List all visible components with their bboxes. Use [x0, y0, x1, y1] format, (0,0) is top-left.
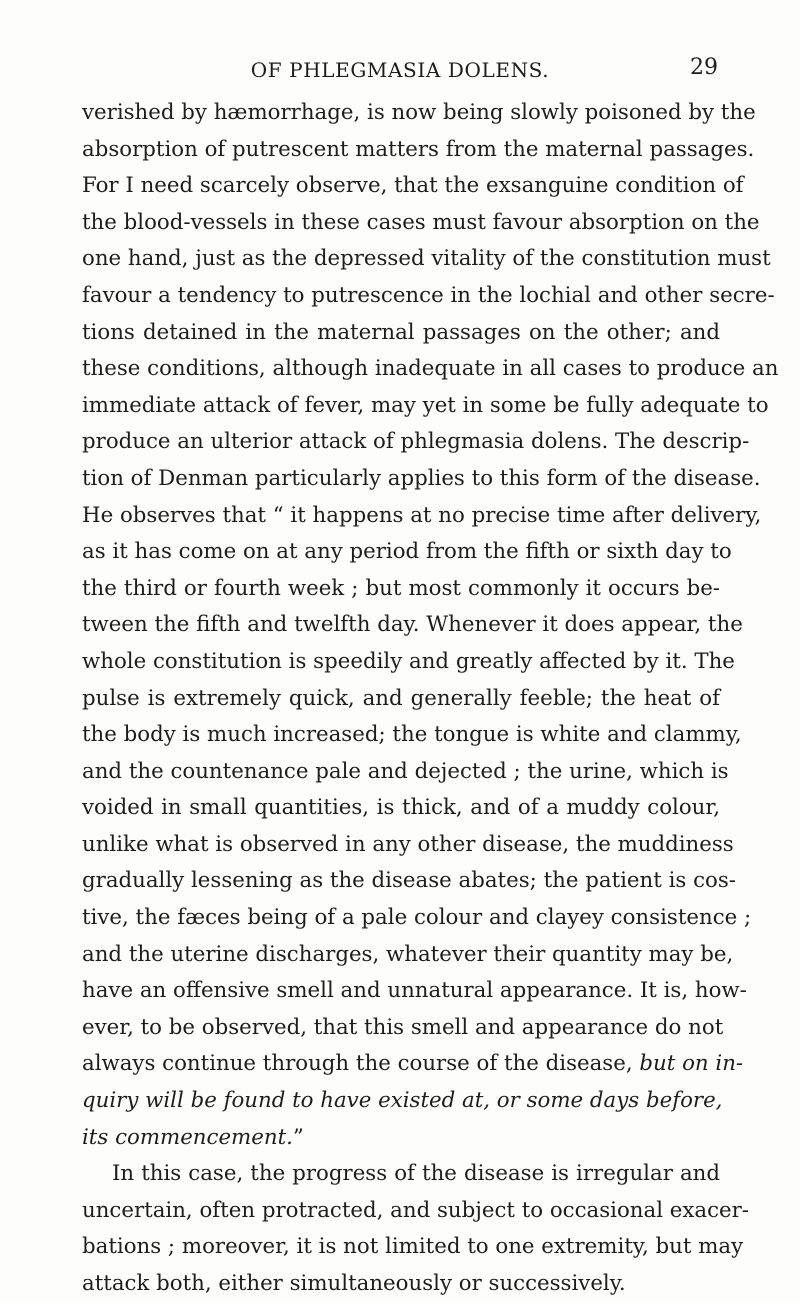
text-line: and the countenance pale and dejected ; the urine, which is — [82, 758, 729, 784]
italic-segment: but on in- — [632, 1051, 744, 1077]
text-line: attack both, either simultaneously or successively. — [82, 1271, 626, 1296]
running-head: OF PHLEGMASIA DOLENS. — [250, 58, 550, 82]
text-line: bations ; moreover, it is not limited to one extremity, but may — [82, 1234, 744, 1260]
text-line: unlike what is observed in any other disease, the muddiness — [82, 831, 734, 857]
italic-line — [82, 1120, 720, 1157]
text-line: absorption of putrescent matters from the maternal passages. — [82, 136, 755, 162]
text-line: one hand, just as the depressed vitality of the constitution must — [82, 246, 771, 272]
text-line: the blood-vessels in these cases must favour absorption on the — [82, 209, 760, 235]
text-segment: always continue through the course of the disease, — [82, 1051, 633, 1077]
text-line: tween the fifth and twelfth day. Whenever it does appear, the — [82, 612, 743, 638]
page-number: 29 — [690, 55, 718, 80]
text-line: He observes that “ it happens at no precise time after delivery, — [82, 502, 762, 528]
text-line: gradually lessening as the disease abates; the patient is cos- — [82, 868, 736, 894]
italic-segment: its commencement. — [82, 1124, 293, 1150]
body-text — [82, 95, 779, 1303]
text-line: tions detained in the maternal passages on the other; and — [82, 319, 720, 345]
text-line: as it has come on at any period from the fifth or sixth day to — [82, 539, 732, 565]
text-line: uncertain, often protracted, and subject to occasional exacer- — [82, 1197, 750, 1223]
text-line: whole constitution is speedily and greatly affected by it. The — [82, 648, 735, 674]
text-line: tion of Denman particularly applies to this form of the disease. — [82, 465, 761, 491]
text-line: the third or fourth week ; but most commonly it occurs be- — [82, 575, 720, 601]
text-line: these conditions, although inadequate in all cases to produce an — [82, 356, 779, 382]
text-line: ever, to be observed, that this smell and appearance do not — [82, 1014, 724, 1040]
closing-quote: ” — [292, 1124, 304, 1150]
text-line: produce an ulterior attack of phlegmasia dolens. The descrip- — [82, 429, 750, 455]
text-line: tive, the fæces being of a pale colour and clayey consistence ; — [82, 905, 752, 931]
text-line: the body is much increased; the tongue is white and clammy, — [82, 722, 742, 748]
text-line: voided in small quantities, is thick, and of a muddy colour, — [82, 795, 720, 821]
text-line: immediate attack of fever, may yet in some be fully adequate to — [82, 392, 769, 418]
italic-segment: quiry will be found to have existed at, or some days before, — [82, 1088, 723, 1114]
italic-line — [82, 1083, 723, 1120]
text-line: pulse is extremely quick, and generally feeble; the heat of — [82, 685, 720, 711]
text-line: have an offensive smell and unnatural appearance. It is, how- — [82, 978, 747, 1004]
text-line: verished by hæmorrhage, is now being slowly poisoned by the — [82, 100, 756, 125]
paragraph-first-line: In this case, the progress of the disease is irregular and — [112, 1161, 720, 1187]
text-line-mixed — [82, 1046, 744, 1083]
text-line: For I need scarcely observe, that the exsanguine condition of — [82, 173, 744, 199]
text-line: and the uterine discharges, whatever their quantity may be, — [82, 941, 734, 967]
text-line: favour a tendency to putrescence in the lochial and other secre- — [82, 282, 775, 308]
